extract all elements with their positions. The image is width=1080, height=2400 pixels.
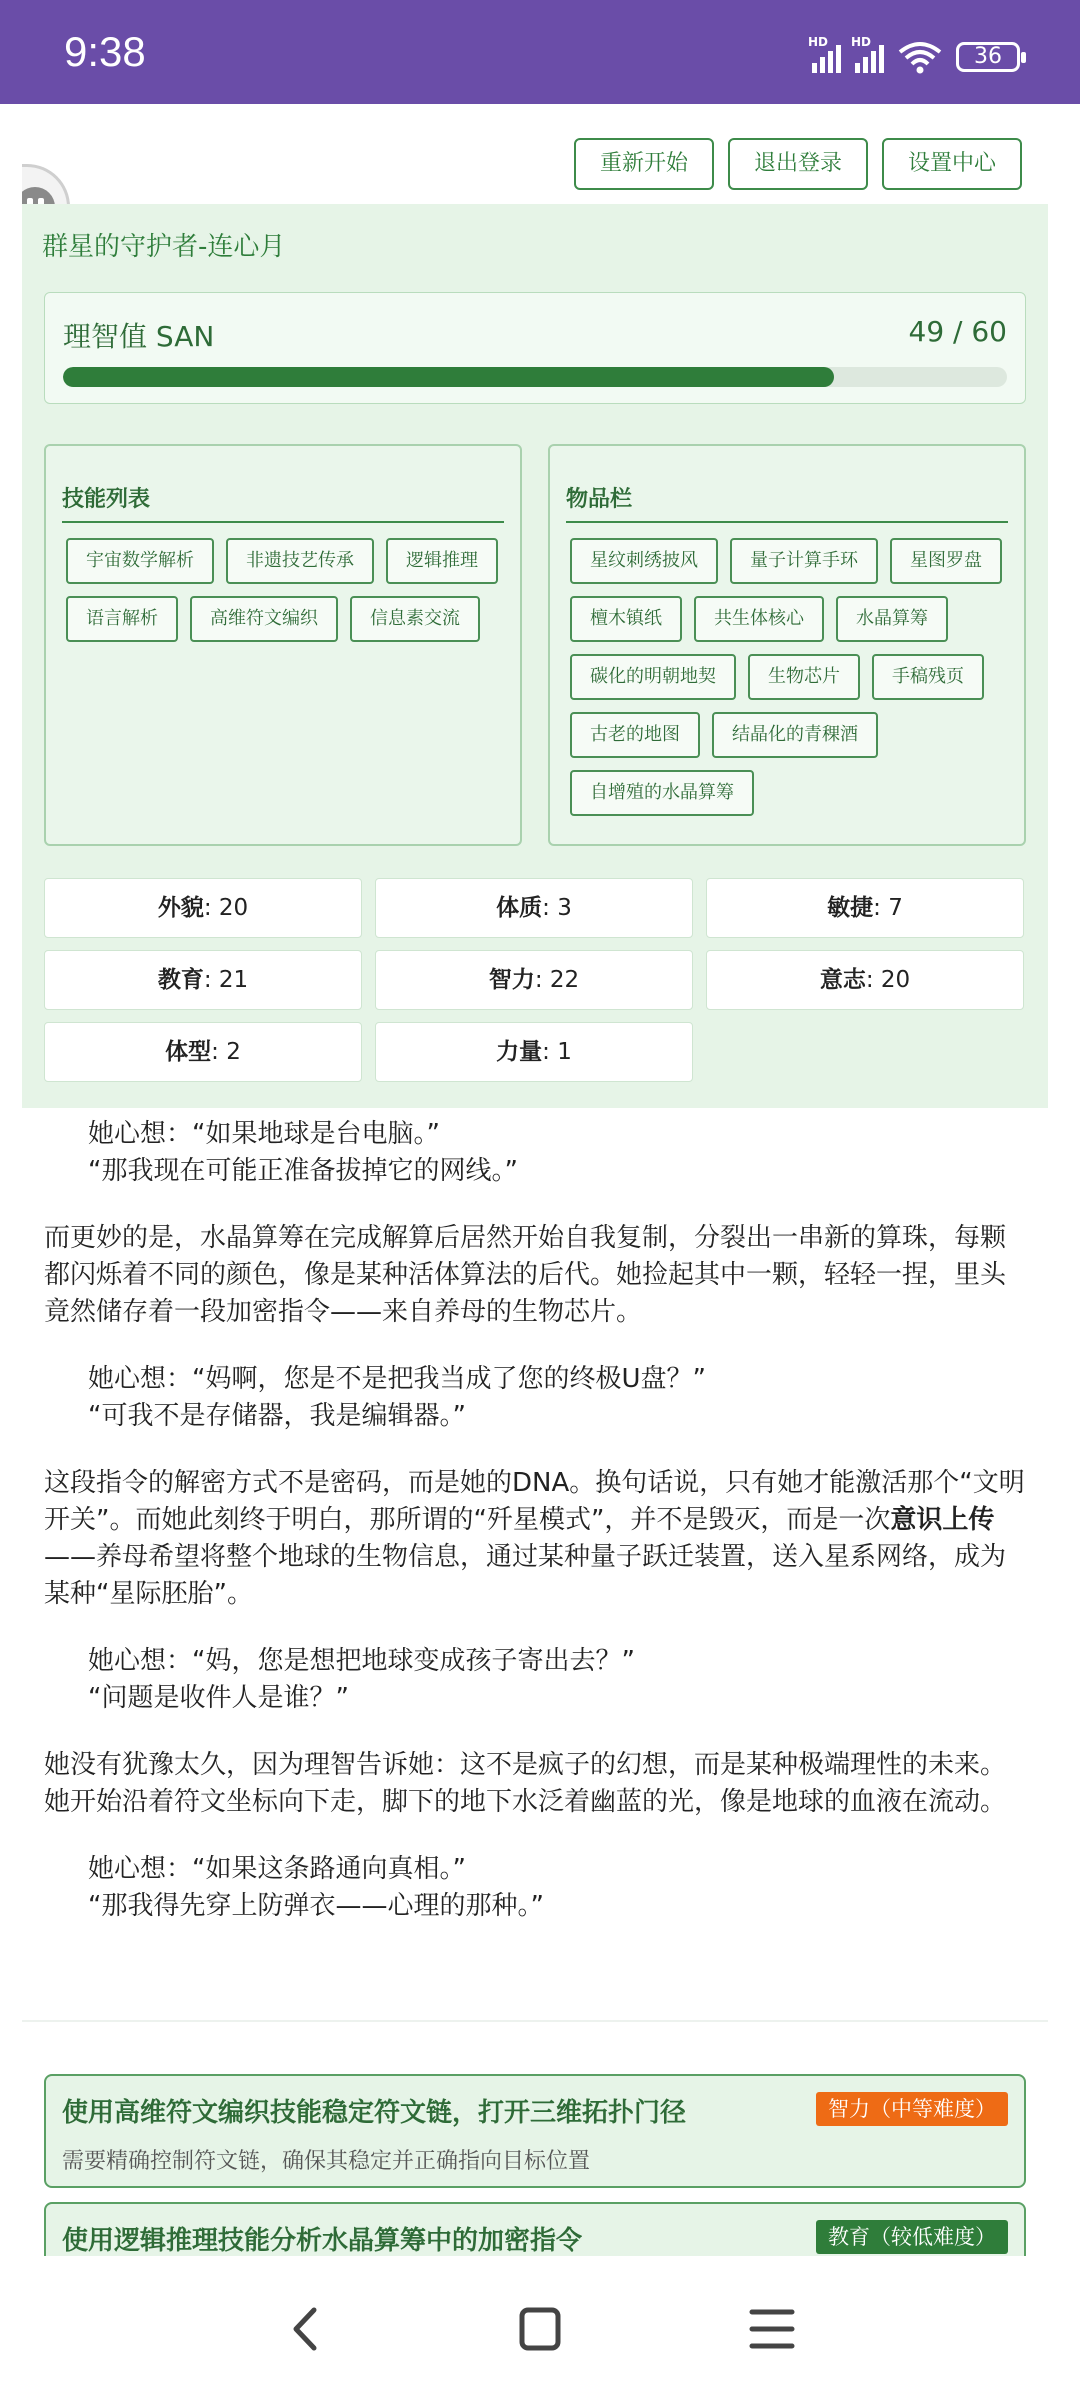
attribute-value: : 1 bbox=[542, 1039, 572, 1065]
skill-chip[interactable]: 非遗技艺传承 bbox=[226, 538, 374, 584]
san-progress-fill bbox=[63, 367, 834, 387]
choice-option[interactable] bbox=[44, 2074, 1026, 2188]
story-text-part: ——养母希望将整个地球的生物信息，通过某种量子跃迁装置，送入星系网络，成为某种“星际胚胎”。 bbox=[44, 1542, 1007, 1609]
attribute-value: : 3 bbox=[542, 895, 572, 921]
inventory-panel bbox=[548, 444, 1026, 846]
skill-chip[interactable]: 高维符文编织 bbox=[190, 596, 338, 642]
attribute-value: : 21 bbox=[203, 967, 249, 993]
attribute-name: 敏捷 bbox=[827, 895, 874, 921]
thought-line: 她心想：“如果地球是台电脑。” bbox=[88, 1119, 440, 1149]
choice-option[interactable] bbox=[44, 2202, 1026, 2256]
game-panel bbox=[22, 204, 1048, 1108]
signal-hd-label: HD bbox=[808, 35, 829, 49]
story-paragraph: 她没有犹豫太久，因为理智告诉她：这不是疯子的幻想，而是某种极端理性的未来。她开始沿着符文坐标向下走，脚下的地下水泛着幽蓝的光，像是地球的血液在流动。 bbox=[44, 1750, 1007, 1817]
choice-difficulty-badge: 智力（中等难度） bbox=[816, 2092, 1008, 2126]
attribute-cell bbox=[375, 878, 693, 938]
attribute-cell bbox=[375, 1022, 693, 1082]
restart-button[interactable]: 重新开始 bbox=[574, 138, 714, 190]
attribute-name: 外貌 bbox=[157, 895, 204, 921]
story-paragraph bbox=[44, 1465, 1026, 1613]
attribute-name: 体型 bbox=[165, 1039, 212, 1065]
thought-line: “问题是收件人是谁？” bbox=[88, 1683, 349, 1713]
san-progress-track bbox=[63, 367, 1007, 387]
attribute-value: : 20 bbox=[203, 895, 249, 921]
skill-chip[interactable]: 语言解析 bbox=[66, 596, 178, 642]
status-icons bbox=[808, 35, 1020, 74]
status-bar bbox=[0, 0, 1080, 104]
inventory-item-chip[interactable]: 自增殖的水晶算筹 bbox=[570, 770, 754, 816]
inner-thought bbox=[44, 1643, 1026, 1717]
signal-icon bbox=[808, 35, 841, 73]
inventory-item-chip[interactable]: 古老的地图 bbox=[570, 712, 700, 758]
attribute-value: : 22 bbox=[534, 967, 580, 993]
choice-difficulty-badge: 教育（较低难度） bbox=[816, 2220, 1008, 2254]
skills-title: 技能列表 bbox=[62, 482, 504, 523]
inventory-item-chip[interactable]: 星纹刺绣披风 bbox=[570, 538, 718, 584]
thought-line: 她心想：“妈，您是想把地球变成孩子寄出去？” bbox=[88, 1646, 635, 1676]
wifi-icon bbox=[898, 40, 942, 74]
battery-icon: 36 bbox=[956, 42, 1020, 72]
inventory-item-chip[interactable]: 碳化的明朝地契 bbox=[570, 654, 736, 700]
attributes-grid bbox=[44, 878, 1026, 1082]
system-nav-bar bbox=[0, 2256, 1080, 2400]
san-value: 49 / 60 bbox=[908, 315, 1007, 348]
story-text bbox=[44, 1116, 1026, 1925]
attribute-cell bbox=[44, 878, 362, 938]
skill-chip[interactable]: 宇宙数学解析 bbox=[66, 538, 214, 584]
attribute-value: : 20 bbox=[865, 967, 911, 993]
san-label: 理智值 SAN bbox=[63, 320, 215, 353]
choice-description: 需要精确控制符文链，确保其稳定并正确指向目标位置 bbox=[62, 2149, 591, 2174]
inventory-item-chip[interactable]: 生物芯片 bbox=[748, 654, 860, 700]
attribute-value: : 7 bbox=[873, 895, 903, 921]
story-bold-term: 意识上传 bbox=[890, 1505, 995, 1535]
inner-thought bbox=[44, 1361, 1026, 1435]
inventory-item-chip[interactable]: 结晶化的青稞酒 bbox=[712, 712, 878, 758]
inventory-item-chip[interactable]: 共生体核心 bbox=[694, 596, 824, 642]
back-icon[interactable] bbox=[278, 2304, 338, 2354]
inventory-item-chip[interactable]: 量子计算手环 bbox=[730, 538, 878, 584]
home-icon[interactable] bbox=[510, 2304, 570, 2354]
thought-line: 她心想：“如果这条路通向真相。” bbox=[88, 1854, 466, 1884]
choice-title: 使用高维符文编织技能稳定符文链，打开三维拓扑门径 bbox=[62, 2098, 687, 2128]
thought-line: 她心想：“妈啊，您是不是把我当成了您的终极U盘？” bbox=[88, 1364, 706, 1394]
skill-chip[interactable]: 逻辑推理 bbox=[386, 538, 498, 584]
inventory-item-chip[interactable]: 檀木镇纸 bbox=[570, 596, 682, 642]
inventory-item-chip[interactable]: 手稿残页 bbox=[872, 654, 984, 700]
attribute-name: 教育 bbox=[157, 967, 204, 993]
attribute-name: 智力 bbox=[488, 967, 535, 993]
menu-icon[interactable] bbox=[742, 2304, 802, 2354]
divider bbox=[22, 2020, 1048, 2022]
attribute-cell bbox=[706, 950, 1024, 1010]
story-text-part: 这段指令的解密方式不是密码，而是她的DNA。换句话说，只有她才能激活那个“文明开关”。而她此刻终于明白，那所谓的“歼星模式”，并不是毁灭，而是一次 bbox=[44, 1468, 1025, 1535]
skill-chip[interactable]: 信息素交流 bbox=[350, 596, 480, 642]
thought-line: “那我得先穿上防弹衣——心理的那种。” bbox=[88, 1891, 544, 1921]
san-panel bbox=[44, 292, 1026, 404]
attribute-name: 体质 bbox=[496, 895, 543, 921]
inventory-list bbox=[570, 538, 1010, 816]
inventory-item-chip[interactable]: 水晶算筹 bbox=[836, 596, 948, 642]
logout-button[interactable]: 退出登录 bbox=[728, 138, 868, 190]
status-time: 9:38 bbox=[64, 28, 146, 75]
thought-line: “可我不是存储器，我是编辑器。” bbox=[88, 1401, 466, 1431]
attribute-cell bbox=[44, 950, 362, 1010]
attribute-name: 意志 bbox=[819, 967, 866, 993]
toolbar bbox=[574, 138, 1022, 190]
inventory-item-chip[interactable]: 星图罗盘 bbox=[890, 538, 1002, 584]
attribute-cell bbox=[375, 950, 693, 1010]
skills-list bbox=[66, 538, 506, 642]
inner-thought bbox=[44, 1116, 1026, 1190]
thought-line: “那我现在可能正准备拔掉它的网线。” bbox=[88, 1156, 518, 1186]
settings-button[interactable]: 设置中心 bbox=[882, 138, 1022, 190]
signal-icon-2 bbox=[851, 35, 884, 73]
inner-thought bbox=[44, 1851, 1026, 1925]
story-paragraph: 而更妙的是，水晶算筹在完成解算后居然开始自我复制，分裂出一串新的算珠，每颗都闪烁着不同的颜色，像是某种活体算法的后代。她捡起其中一颗，轻轻一捏，里头竟然储存着一段加密指令——来自养母的生物芯片。 bbox=[44, 1223, 1007, 1327]
inventory-title: 物品栏 bbox=[566, 482, 1008, 523]
attribute-cell bbox=[44, 1022, 362, 1082]
attribute-name: 力量 bbox=[496, 1039, 543, 1065]
game-title: 群星的守护者-连心月 bbox=[42, 232, 286, 262]
attribute-cell bbox=[706, 878, 1024, 938]
skills-panel bbox=[44, 444, 522, 846]
app-content bbox=[22, 104, 1048, 2256]
attribute-value: : 2 bbox=[211, 1039, 241, 1065]
signal-hd-label-2: HD bbox=[851, 35, 872, 49]
choice-title: 使用逻辑推理技能分析水晶算筹中的加密指令 bbox=[62, 2226, 583, 2256]
